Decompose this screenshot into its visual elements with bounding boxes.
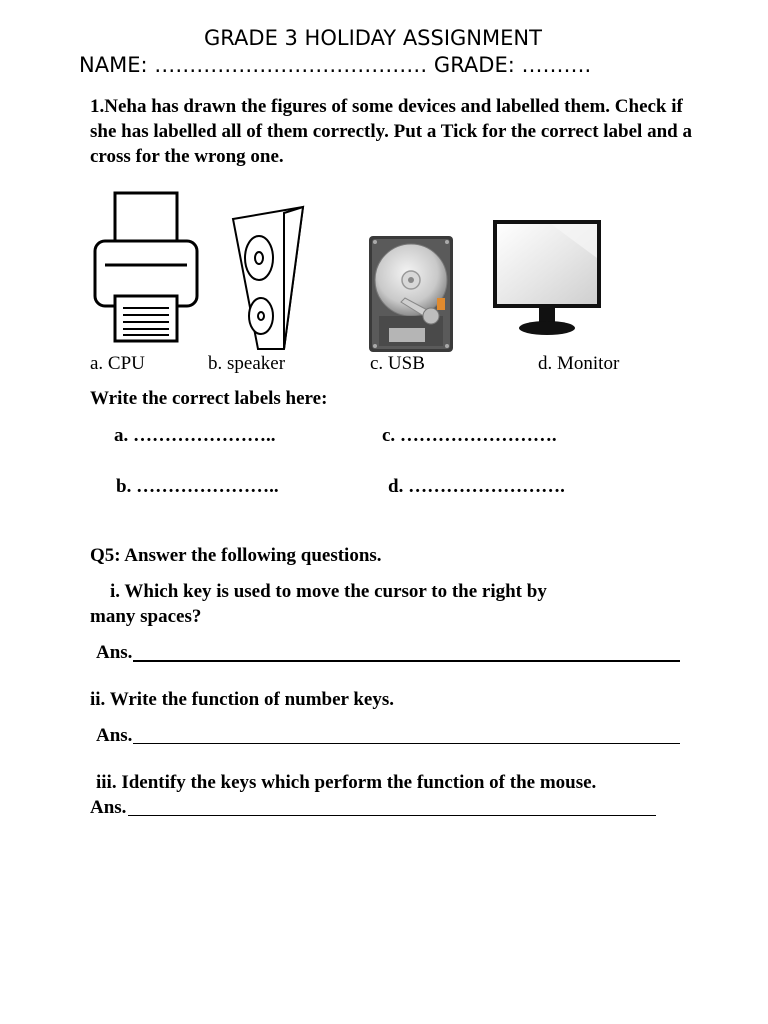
monitor-icon xyxy=(491,218,603,340)
answer-i-line[interactable] xyxy=(133,660,680,662)
write-labels-prompt: Write the correct labels here: xyxy=(90,388,328,409)
blank-b[interactable]: b. ………………….. xyxy=(116,476,279,497)
question-5-heading: Q5: Answer the following questions. xyxy=(90,545,382,566)
hard-disk-icon xyxy=(369,236,453,352)
label-a: a. CPU xyxy=(90,353,145,374)
answer-ii-label: Ans. xyxy=(96,725,133,746)
label-c: c. USB xyxy=(370,353,425,374)
grade-blank[interactable]: ………. xyxy=(521,53,592,77)
question-1-text: 1.Neha has drawn the figures of some devices and labelled them. Check if she has labelled all of them correctly. Put a Tick for the correct label and a cross for the wrong one. xyxy=(90,96,692,167)
name-grade-row xyxy=(79,53,591,77)
answer-iii-line[interactable] xyxy=(128,815,656,816)
name-label: NAME: xyxy=(79,53,148,77)
name-blank[interactable]: ………………………………… xyxy=(154,53,428,77)
question-5-i-line1: i. Which key is used to move the cursor to the right by xyxy=(110,581,547,602)
speaker-icon xyxy=(228,203,308,353)
blank-d[interactable]: d. ……………………. xyxy=(388,476,565,497)
grade-label: GRADE: xyxy=(433,53,515,77)
label-b: b. speaker xyxy=(208,353,286,374)
answer-iii-label: Ans. xyxy=(90,797,127,818)
page-title: GRADE 3 HOLIDAY ASSIGNMENT xyxy=(204,26,542,50)
question-5-iii: iii. Identify the keys which perform the function of the mouse. xyxy=(96,772,597,793)
blank-c[interactable]: c. ……………………. xyxy=(382,425,557,446)
question-5-i-line2: many spaces? xyxy=(90,606,202,627)
answer-i-label: Ans. xyxy=(96,642,133,663)
question-5-ii: ii. Write the function of number keys. xyxy=(90,689,395,710)
printer-icon xyxy=(92,190,200,344)
answer-ii-line[interactable] xyxy=(133,743,680,744)
blank-a[interactable]: a. ………………….. xyxy=(114,425,276,446)
label-d: d. Monitor xyxy=(538,353,620,374)
